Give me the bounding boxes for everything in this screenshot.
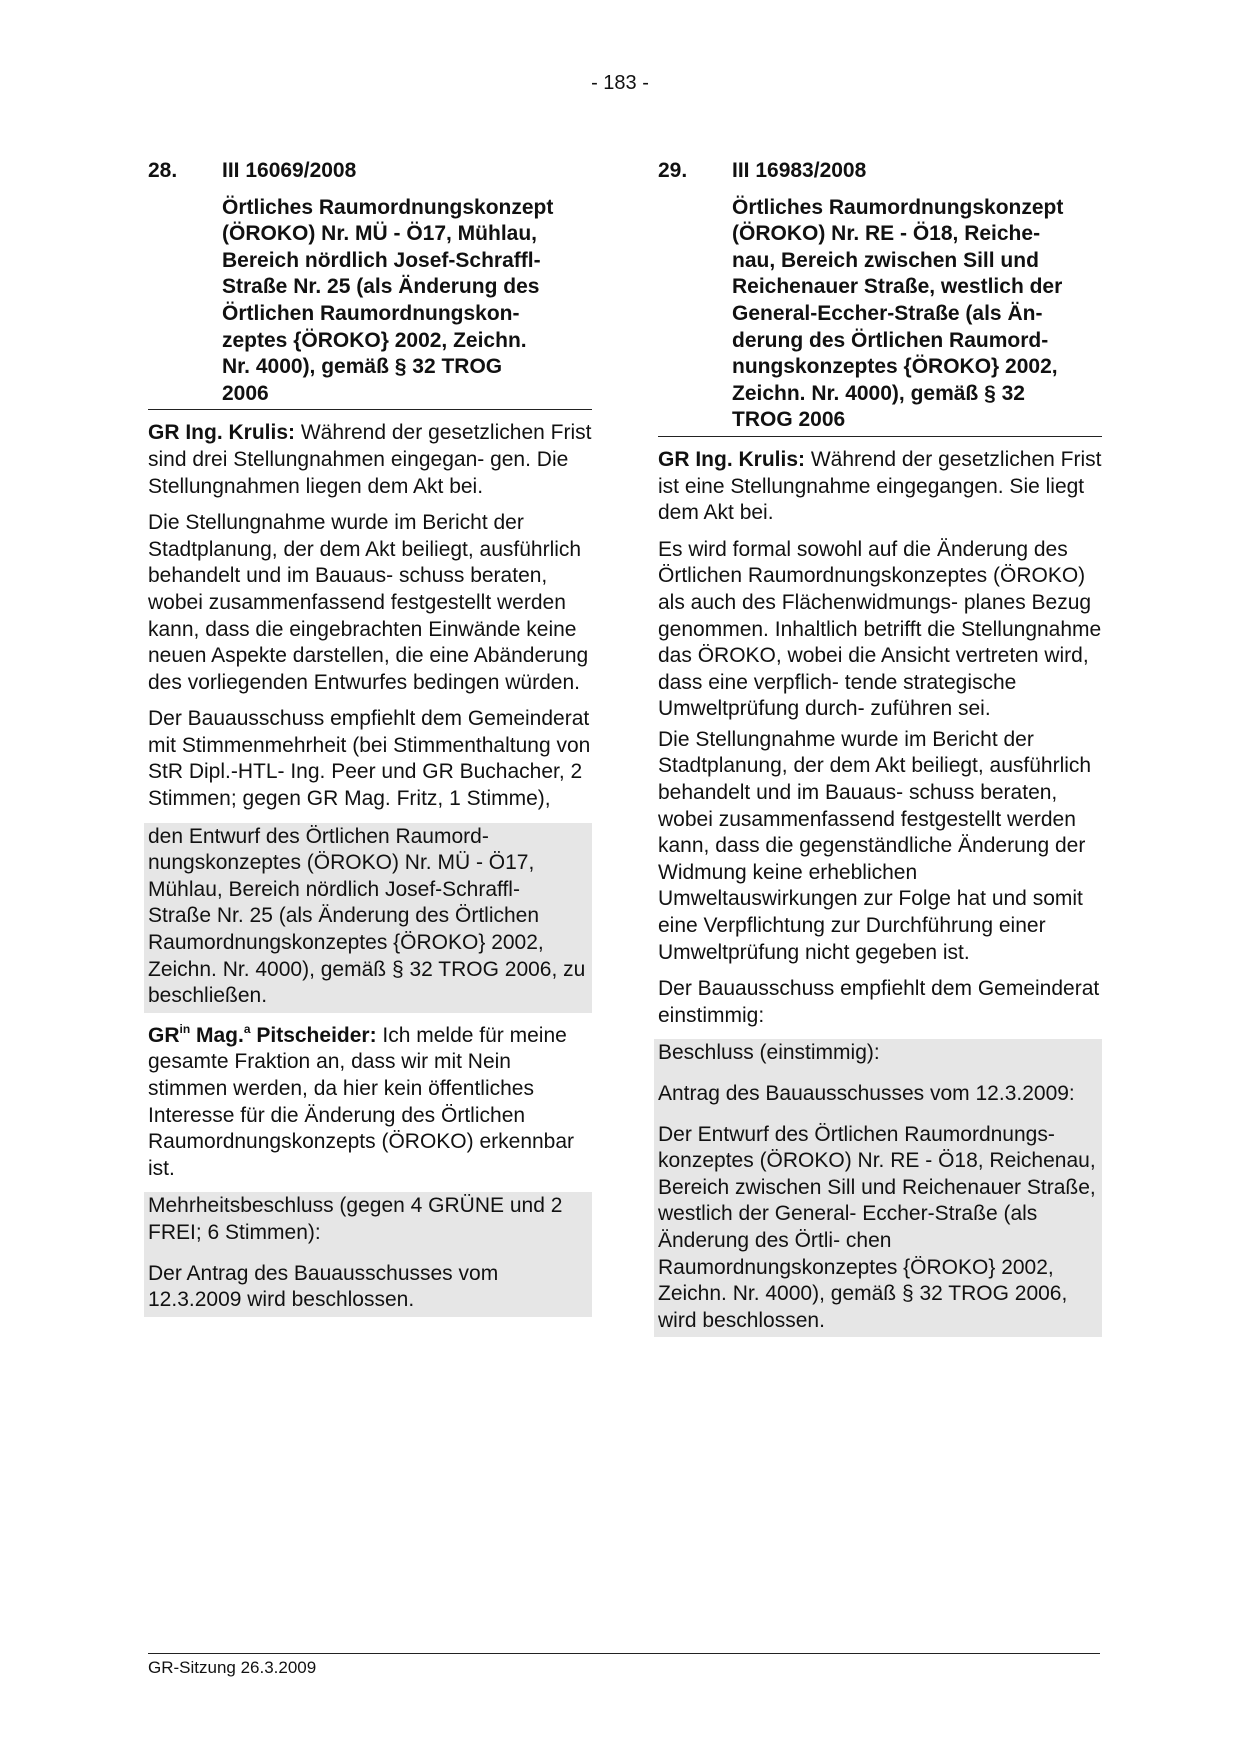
title-line: Örtlichen Raumordnungskon- (222, 301, 520, 325)
item-reference: III 16983/2008 (732, 159, 867, 182)
title-line: TROG 2006 (732, 408, 846, 432)
title-line: Örtliches Raumordnungskonzept (732, 195, 1064, 219)
footer-text: GR-Sitzung 26.3.2009 (148, 1658, 317, 1677)
vote-result: Beschluss (einstimmig): (654, 1039, 1102, 1070)
title-line: nau, Bereich zwischen Sill und (732, 248, 1039, 272)
item-number: 28. (148, 159, 178, 182)
paragraph: Es wird formal sowohl auf die Änderung des Örtlichen Raumordnungskonzeptes (ÖROKO) als auch des Flächenwidmungs- planes Bezug genommen. Inhaltlich betrifft die Stellungnahme das ÖROKO, wobei die Ansicht vertreten wird, dass eine verpflich- tende strategische Umweltprüfung durch- zuführen sei. (658, 537, 1102, 721)
title-line: Bereich nördlich Josef-Schraffl- (222, 248, 541, 272)
title-line: Zeichn. Nr. 4000), gemäß § 32 (732, 381, 1025, 405)
item-number: 29. (658, 159, 688, 182)
item-title (658, 195, 1102, 437)
title-line: Reichenauer Straße, westlich der (732, 275, 1063, 299)
decision-text: Der Entwurf des Örtlichen Raumordnungs- konzeptes (ÖROKO) Nr. RE - Ö18, Reichenau, Bereich zwischen Sill und Reichenauer Straße, westlich der General- Eccher-Straße (als Änderung des Örtli- chen Raumordnungskonzeptes {ÖROKO} 2002, Zeichn. Nr. 4000), gemäß § 32 TROG 2006, wird beschlossen. (654, 1121, 1102, 1338)
motion-reference: Antrag des Bauausschusses vom 12.3.2009: (654, 1080, 1102, 1111)
decision-text: Der Antrag des Bauausschusses vom 12.3.2009 wird beschlossen. (144, 1260, 592, 1317)
footer-divider (148, 1653, 1100, 1654)
item-title (148, 195, 592, 411)
statement-text: Während der gesetzlichen Frist sind drei Stellungnahmen eingegan- gen. Die Stellungnahmen liegen dem Akt bei. (148, 421, 592, 498)
title-line: (ÖROKO) Nr. MÜ - Ö17, Mühlau, (222, 222, 538, 246)
paragraph: Die Stellungnahme wurde im Bericht der Stadtplanung, der dem Akt beiliegt, ausführlich behandelt und im Bauaus- schuss beraten, wobei zusammenfassend festgestellt werden kann, dass die gegenständliche Änderung der Widmung keine erheblichen Umweltauswirkungen zur Folge hat und somit eine Verpflichtung zur Durchführung einer Umweltprüfung nicht gegeben ist. (658, 727, 1092, 964)
title-line: Nr. 4000), gemäß § 32 TROG (222, 355, 503, 379)
statement-text: Ich melde für meine gesamte Fraktion an, dass wir mit Nein stimmen werden, da hier kein öffentliches Interesse für die Änderung des Örtlichen Raumordnungskonzepts (ÖROKO) erkennbar ist. (148, 1023, 575, 1180)
vote-result: Mehrheitsbeschluss (gegen 4 GRÜNE und 2 FREI; 6 Stimmen): (144, 1192, 592, 1249)
title-line: General-Eccher-Straße (als Än- (732, 301, 1043, 325)
speaker-name: GR Ing. Krulis: (148, 421, 295, 445)
item-header (148, 158, 592, 185)
title-line: nungskonzeptes {ÖROKO} 2002, (732, 355, 1058, 379)
title-line: (ÖROKO) Nr. RE - Ö18, Reiche- (732, 222, 1041, 246)
title-line: derung des Örtlichen Raumord- (732, 328, 1049, 352)
speaker-statement (148, 1023, 592, 1183)
item-header (658, 158, 1102, 185)
speaker-statement (148, 420, 592, 500)
page-number: - 183 - (591, 72, 649, 94)
title-line: Örtliches Raumordnungskonzept (222, 195, 554, 219)
right-column (658, 158, 1102, 1337)
speaker-name: GR Ing. Krulis: (658, 447, 805, 471)
speaker-statement (658, 447, 1102, 527)
title-line: zeptes {ÖROKO} 2002, Zeichn. (222, 328, 527, 352)
resolution-text: den Entwurf des Örtlichen Raumord- nungskonzeptes (ÖROKO) Nr. MÜ - Ö17, Mühlau, Bereich nördlich Josef-Schraffl- Straße Nr. 25 (als Änderung des Örtlichen Raumordnungskonzeptes {ÖROKO} 2002, Zeichn. Nr. 4000), gemäß § 32 TROG 2006, zu beschließen. (144, 823, 592, 1013)
statement-text: Während der gesetzlichen Frist ist eine Stellungnahme eingegangen. Sie liegt dem Akt bei. (658, 447, 1102, 525)
title-line: Straße Nr. 25 (als Änderung des (222, 275, 540, 299)
title-line: 2006 (222, 381, 269, 405)
left-column (148, 158, 592, 1317)
paragraph: Der Bauausschuss empfiehlt dem Gemeinderat einstimmig: (658, 977, 1100, 1027)
item-reference: III 16069/2008 (222, 159, 357, 182)
paragraph: Der Bauausschuss empfiehlt dem Gemeinderat mit Stimmenmehrheit (bei Stimmenthaltung von StR Dipl.-HTL- Ing. Peer und GR Buchacher, 2 Stimmen; gegen GR Mag. Fritz, 1 Stimme), (148, 707, 591, 811)
speaker-name: $GR^{in}$ Mag.$^a$ Pitscheider: (148, 1021, 377, 1047)
paragraph: Die Stellungnahme wurde im Bericht der Stadtplanung, der dem Akt beiliegt, ausführlich behandelt und im Bauaus- schuss beraten, wobei zusammenfassend festgestellt werden kann, dass die eingebrachten Einwände keine neuen Aspekte darstellen, die eine Abänderung des vorliegenden Entwurfes bedingen würden. (148, 511, 589, 694)
